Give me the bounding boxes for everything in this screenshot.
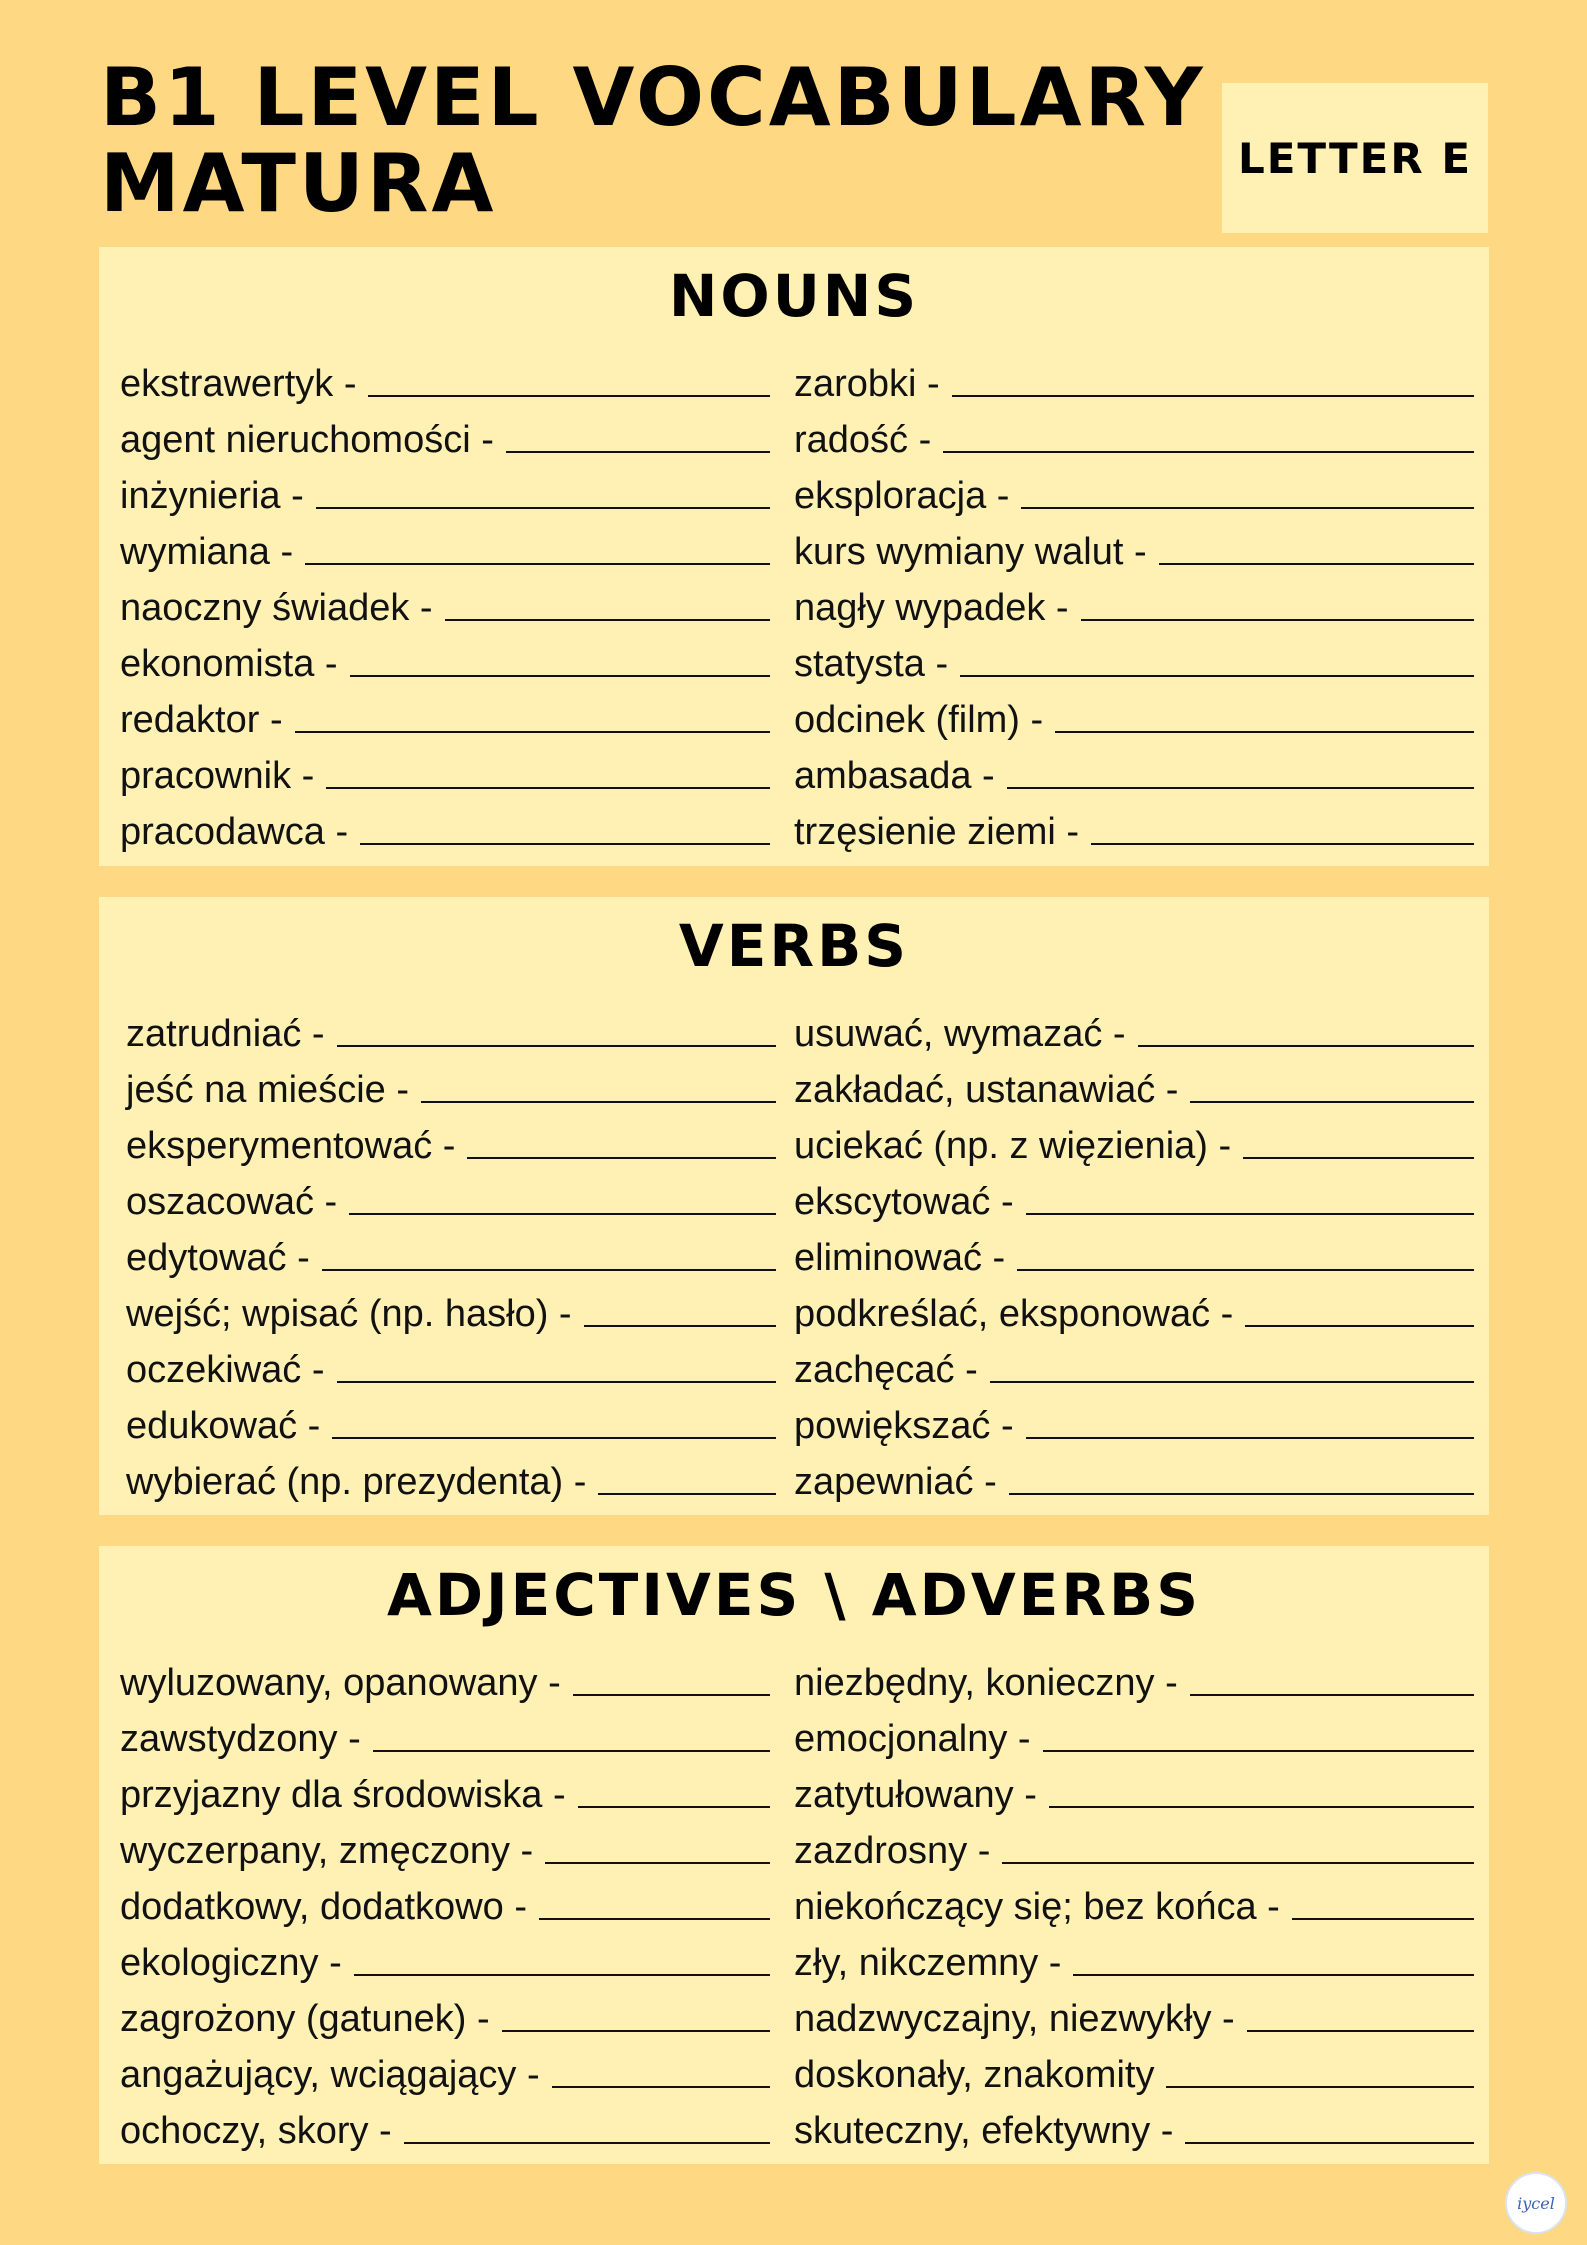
vocab-row — [794, 1649, 1474, 1705]
vocab-term: wyczerpany, zmęczony - — [120, 1830, 534, 1872]
vocab-term: wymiana - — [120, 531, 294, 573]
vocab-row — [120, 798, 770, 854]
vocab-row — [120, 2041, 770, 2097]
vocab-row — [794, 686, 1474, 742]
answer-blank-line[interactable] — [1073, 1974, 1474, 1976]
page-title — [100, 51, 1206, 230]
vocab-term: zachęcać - — [794, 1349, 978, 1391]
vocab-row — [794, 1448, 1474, 1504]
vocab-row — [120, 1929, 770, 1985]
answer-blank-line[interactable] — [960, 675, 1474, 677]
vocab-row — [120, 1705, 770, 1761]
vocab-term: zarobki - — [794, 363, 940, 405]
vocab-term: skuteczny, efektywny - — [794, 2110, 1174, 2152]
answer-blank-line[interactable] — [1081, 619, 1474, 621]
vocab-row — [126, 1224, 776, 1280]
vocab-row — [120, 630, 770, 686]
vocab-row — [794, 350, 1474, 406]
vocab-row — [120, 1873, 770, 1929]
vocab-term: zatrudniać - — [126, 1013, 325, 1055]
vocab-row — [126, 1336, 776, 1392]
vocab-row — [794, 1761, 1474, 1817]
section-heading: ADJECTIVES \ ADVERBS — [387, 1561, 1201, 1629]
answer-blank-line[interactable] — [545, 1862, 770, 1864]
answer-blank-line[interactable] — [295, 731, 770, 733]
answer-blank-line[interactable] — [332, 1437, 776, 1439]
answer-blank-line[interactable] — [350, 675, 770, 677]
right-column — [794, 1649, 1474, 2153]
vocab-row — [794, 518, 1474, 574]
vocab-term: pracodawca - — [120, 811, 349, 853]
vocab-row — [794, 462, 1474, 518]
vocab-term: zawstydzony - — [120, 1718, 361, 1760]
vocab-term: angażujący, wciągający - — [120, 2054, 540, 2096]
adjectives-adverbs-section — [99, 1546, 1489, 2164]
vocab-term: radość - — [794, 419, 932, 461]
vocab-term: kurs wymiany walut - — [794, 531, 1147, 573]
answer-blank-line[interactable] — [1190, 1694, 1474, 1696]
vocab-row — [794, 630, 1474, 686]
answer-blank-line[interactable] — [1091, 843, 1474, 845]
vocab-term: nagły wypadek - — [794, 587, 1069, 629]
vocab-term: zatytułowany - — [794, 1774, 1037, 1816]
answer-blank-line[interactable] — [952, 395, 1474, 397]
answer-blank-line[interactable] — [337, 1381, 777, 1383]
vocab-term: niezbędny, konieczny - — [794, 1662, 1178, 1704]
vocab-term: statysta - — [794, 643, 949, 685]
answer-blank-line[interactable] — [584, 1325, 776, 1327]
vocab-term: zakładać, ustanawiać - — [794, 1069, 1179, 1111]
vocab-row — [794, 1817, 1474, 1873]
answer-blank-line[interactable] — [1166, 2086, 1474, 2088]
vocab-term: ambasada - — [794, 755, 995, 797]
vocab-term: nadzwyczajny, niezwykły - — [794, 1998, 1235, 2040]
answer-blank-line[interactable] — [1292, 1918, 1474, 1920]
vocab-term: eliminować - — [794, 1237, 1006, 1279]
vocab-row — [794, 1873, 1474, 1929]
vocab-term: zapewniać - — [794, 1461, 997, 1503]
vocab-term: ekstrawertyk - — [120, 363, 357, 405]
brand-logo: iycel — [1505, 2172, 1567, 2234]
vocab-term: powiększać - — [794, 1405, 1014, 1447]
vocab-row — [120, 742, 770, 798]
answer-blank-line[interactable] — [1007, 787, 1474, 789]
vocab-row — [794, 1985, 1474, 2041]
vocab-row — [794, 1000, 1474, 1056]
answer-blank-line[interactable] — [322, 1269, 776, 1271]
vocab-term: ekologiczny - — [120, 1942, 342, 1984]
answer-blank-line[interactable] — [1190, 1101, 1474, 1103]
answer-blank-line[interactable] — [1009, 1493, 1474, 1495]
answer-blank-line[interactable] — [1017, 1269, 1474, 1271]
vocab-term: agent nieruchomości - — [120, 419, 494, 461]
left-column — [126, 1000, 776, 1504]
vocab-row — [120, 686, 770, 742]
answer-blank-line[interactable] — [552, 2086, 770, 2088]
answer-blank-line[interactable] — [368, 395, 770, 397]
answer-blank-line[interactable] — [349, 1213, 776, 1215]
answer-blank-line[interactable] — [337, 1045, 776, 1047]
vocab-row — [120, 1817, 770, 1873]
section-heading: NOUNS — [668, 262, 920, 330]
vocab-row — [794, 798, 1474, 854]
vocab-row — [794, 1168, 1474, 1224]
answer-blank-line[interactable] — [326, 787, 770, 789]
vocab-row — [126, 1392, 776, 1448]
vocab-row — [120, 1761, 770, 1817]
vocab-term: naoczny świadek - — [120, 587, 433, 629]
left-column — [120, 1649, 770, 2153]
right-column — [794, 1000, 1474, 1504]
vocab-row — [794, 2041, 1474, 2097]
answer-blank-line[interactable] — [360, 843, 770, 845]
answer-blank-line[interactable] — [502, 2030, 770, 2032]
answer-blank-line[interactable] — [573, 1694, 770, 1696]
vocab-term: ochoczy, skory - — [120, 2110, 392, 2152]
vocab-term: podkreślać, eksponować - — [794, 1293, 1234, 1335]
vocab-row — [794, 1392, 1474, 1448]
answer-blank-line[interactable] — [578, 1806, 770, 1808]
answer-blank-line[interactable] — [316, 507, 770, 509]
vocab-term: zły, nikczemny - — [794, 1942, 1062, 1984]
answer-blank-line[interactable] — [1055, 731, 1474, 733]
vocab-term: usuwać, wymazać - — [794, 1013, 1126, 1055]
vocab-term: uciekać (np. z więzienia) - — [794, 1125, 1232, 1167]
vocab-row — [120, 518, 770, 574]
vocab-row — [794, 1056, 1474, 1112]
vocab-row — [794, 2097, 1474, 2153]
answer-blank-line[interactable] — [1185, 2142, 1474, 2144]
vocab-term: wyluzowany, opanowany - — [120, 1662, 561, 1704]
vocab-row — [126, 1112, 776, 1168]
vocab-row — [120, 350, 770, 406]
answer-blank-line[interactable] — [943, 451, 1474, 453]
vocab-term: inżynieria - — [120, 475, 304, 517]
answer-blank-line[interactable] — [1243, 1157, 1474, 1159]
answer-blank-line[interactable] — [598, 1493, 776, 1495]
section-heading: VERBS — [678, 912, 910, 980]
answer-blank-line[interactable] — [1026, 1213, 1474, 1215]
vocab-row — [794, 1280, 1474, 1336]
vocab-row — [120, 1649, 770, 1705]
vocab-row — [794, 1336, 1474, 1392]
vocab-term: eksperymentować - — [126, 1125, 456, 1167]
vocab-term: trzęsienie ziemi - — [794, 811, 1080, 853]
answer-blank-line[interactable] — [506, 451, 770, 453]
vocab-row — [120, 406, 770, 462]
vocab-term: emocjonalny - — [794, 1718, 1031, 1760]
vocab-term: ekonomista - — [120, 643, 338, 685]
vocab-row — [794, 574, 1474, 630]
vocab-term: edytować - — [126, 1237, 310, 1279]
answer-blank-line[interactable] — [1138, 1045, 1474, 1047]
vocab-term: oszacować - — [126, 1181, 338, 1223]
vocab-row — [794, 1224, 1474, 1280]
answer-blank-line[interactable] — [1245, 1325, 1474, 1327]
answer-blank-line[interactable] — [1026, 1437, 1474, 1439]
answer-blank-line[interactable] — [1247, 2030, 1474, 2032]
vocab-row — [120, 2097, 770, 2153]
vocab-row — [794, 742, 1474, 798]
vocab-term: doskonały, znakomity — [794, 2054, 1155, 2096]
letter-badge: LETTER E — [1222, 83, 1488, 233]
vocab-term: dodatkowy, dodatkowo - — [120, 1886, 527, 1928]
vocab-row — [794, 1112, 1474, 1168]
vocab-term: edukować - — [126, 1405, 321, 1447]
vocab-row — [126, 1280, 776, 1336]
answer-blank-line[interactable] — [421, 1101, 776, 1103]
answer-blank-line[interactable] — [354, 1974, 770, 1976]
answer-blank-line[interactable] — [539, 1918, 770, 1920]
vocab-row — [120, 462, 770, 518]
vocab-term: jeść na mieście - — [126, 1069, 409, 1111]
nouns-section — [99, 247, 1489, 866]
vocab-term: zagrożony (gatunek) - — [120, 1998, 490, 2040]
answer-blank-line[interactable] — [1159, 563, 1474, 565]
vocab-term: odcinek (film) - — [794, 699, 1044, 741]
left-column — [120, 350, 770, 854]
answer-blank-line[interactable] — [445, 619, 770, 621]
vocab-row — [120, 1985, 770, 2041]
answer-blank-line[interactable] — [1021, 507, 1474, 509]
vocab-term: ekscytować - — [794, 1181, 1014, 1223]
answer-blank-line[interactable] — [404, 2142, 770, 2144]
answer-blank-line[interactable] — [467, 1157, 776, 1159]
vocab-term: pracownik - — [120, 755, 315, 797]
answer-blank-line[interactable] — [1043, 1750, 1474, 1752]
title-line-2: MATURA — [100, 137, 497, 230]
vocab-term: eksploracja - — [794, 475, 1010, 517]
vocab-term: wejść; wpisać (np. hasło) - — [126, 1293, 572, 1335]
title-line-1: B1 LEVEL VOCABULARY — [100, 51, 1206, 144]
vocab-row — [126, 1448, 776, 1504]
vocab-term: redaktor - — [120, 699, 283, 741]
vocab-term: oczekiwać - — [126, 1349, 325, 1391]
answer-blank-line[interactable] — [373, 1750, 770, 1752]
vocab-row — [126, 1000, 776, 1056]
vocab-term: niekończący się; bez końca - — [794, 1886, 1280, 1928]
answer-blank-line[interactable] — [305, 563, 770, 565]
vocab-row — [126, 1168, 776, 1224]
answer-blank-line[interactable] — [1049, 1806, 1474, 1808]
answer-blank-line[interactable] — [1002, 1862, 1474, 1864]
vocab-row — [126, 1056, 776, 1112]
vocab-row — [794, 1705, 1474, 1761]
vocab-term: wybierać (np. prezydenta) - — [126, 1461, 587, 1503]
vocab-term: przyjazny dla środowiska - — [120, 1774, 566, 1816]
vocab-row — [794, 406, 1474, 462]
vocab-row — [120, 574, 770, 630]
answer-blank-line[interactable] — [990, 1381, 1474, 1383]
vocab-term: zazdrosny - — [794, 1830, 991, 1872]
right-column — [794, 350, 1474, 854]
vocab-row — [794, 1929, 1474, 1985]
verbs-section — [99, 897, 1489, 1515]
